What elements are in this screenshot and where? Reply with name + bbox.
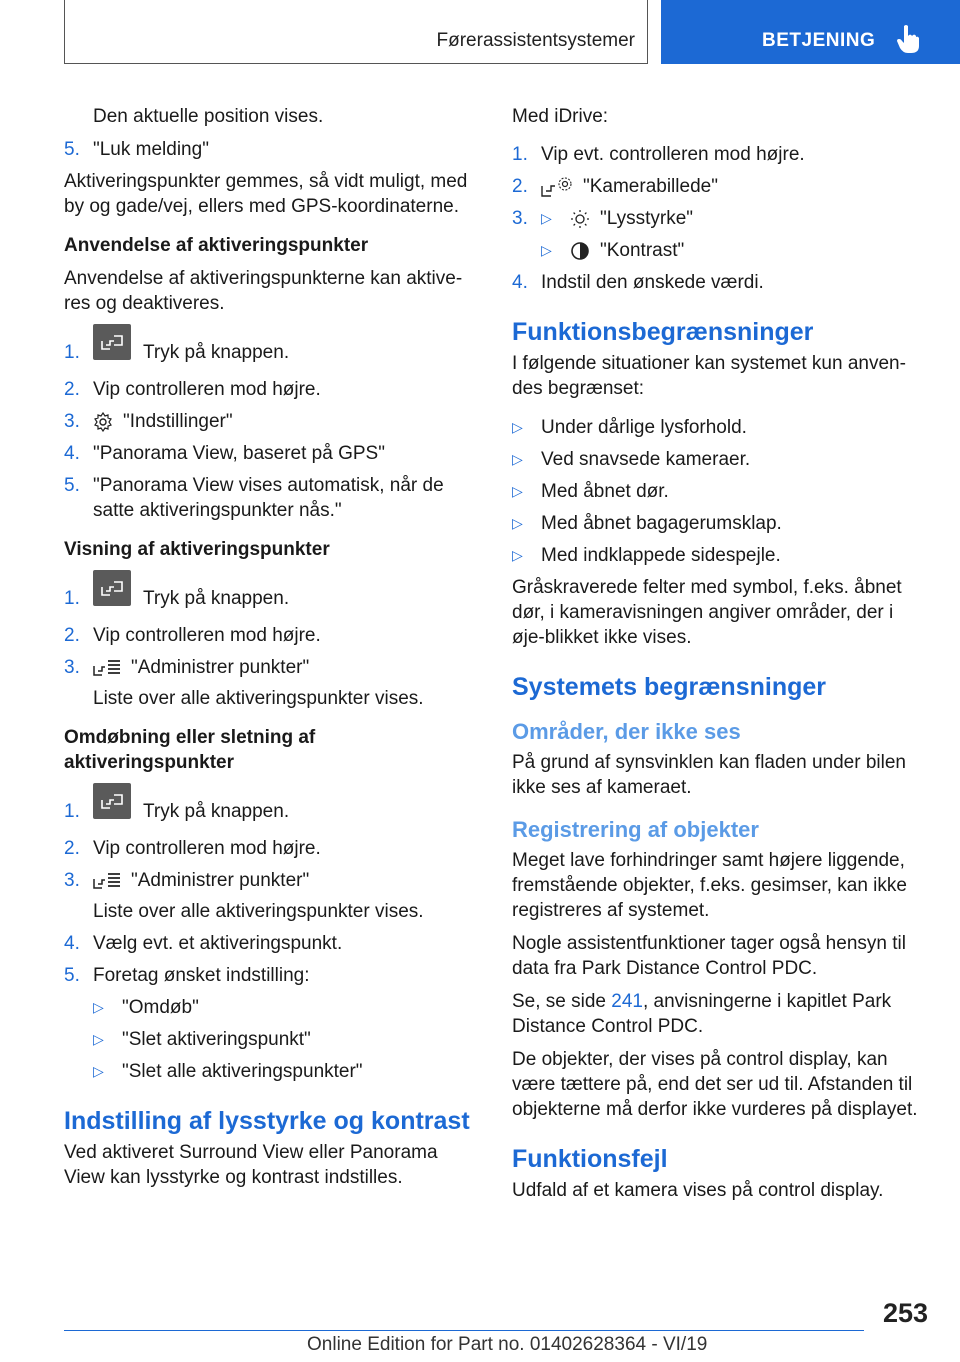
step-text: Vip controlleren mod højre. [93, 625, 321, 646]
step-text: "Kamerabillede" [583, 176, 718, 197]
bullet-text: Med åbnet dør. [541, 481, 669, 502]
triangle-right-icon: ▷ [541, 210, 552, 226]
step-number: 2. [64, 625, 80, 646]
camera-button-icon [93, 324, 131, 360]
step-number: 4. [64, 933, 80, 954]
step-number: 2. [64, 838, 80, 859]
see-prefix: Se, se side [512, 991, 612, 1012]
section-heading: Systemets begrænsninger [512, 673, 826, 701]
list-item [512, 174, 930, 199]
header-chapter-title: BETJENING [762, 30, 876, 51]
triangle-right-icon: ▷ [512, 515, 523, 531]
page-link[interactable]: 241 [611, 991, 643, 1012]
camera-button-icon [93, 783, 131, 819]
triangle-right-icon: ▷ [512, 419, 523, 435]
bullet-text: "Omdøb" [122, 997, 199, 1018]
step-continuation: satte aktiveringspunkter nås." [93, 500, 342, 521]
bullet-item [64, 995, 476, 1020]
list-item [64, 655, 476, 680]
sun-icon [570, 209, 590, 229]
paragraph: Med iDrive: [512, 106, 609, 127]
subheading: Omdøbning eller sletning af aktiveringspunkter [64, 727, 316, 773]
triangle-right-icon: ▷ [93, 1063, 104, 1079]
step-number: 5. [64, 475, 80, 496]
list-item [64, 409, 476, 434]
step-text: Vip controlleren mod højre. [93, 379, 321, 400]
step-text: "Panorama View, baseret på GPS" [93, 443, 385, 464]
subheading: Visning af aktiveringspunkter [64, 539, 330, 560]
section-heading: Indstilling af lysstyrke og kontrast [64, 1107, 470, 1135]
camera-list-icon [93, 871, 121, 891]
camera-list-icon [93, 658, 121, 678]
list-item [64, 377, 476, 402]
list-item [64, 137, 476, 162]
list-item [64, 868, 476, 893]
paragraph: Ved aktiveret Surround View eller Panorama View kan lysstyrke og kontrast indstilles. [64, 1142, 438, 1188]
left-column [64, 104, 476, 1198]
step-text: "Luk melding" [93, 139, 209, 160]
step-number: 3. [64, 657, 80, 678]
list-item [64, 441, 476, 466]
section-heading: Funktionsbegrænsninger [512, 318, 814, 346]
list-item [64, 623, 476, 648]
bullet-item [512, 447, 930, 472]
step-continuation: Liste over alle aktiveringspunkter vises. [93, 901, 424, 922]
step-number: 3. [64, 411, 80, 432]
camera-gear-icon [541, 176, 573, 198]
triangle-right-icon: ▷ [512, 451, 523, 467]
step-text: Indstil den ønskede værdi. [541, 272, 764, 293]
list-item [64, 836, 476, 861]
step-number: 1. [64, 800, 80, 822]
list-item [512, 270, 930, 295]
paragraph: Aktiveringspunkter gemmes, så vidt muligt, med by og gade/vej, ellers med GPS-koordinaterne. [64, 171, 468, 217]
step-text: Vælg evt. et aktiveringspunkt. [93, 933, 343, 954]
step-text: Tryk på knappen. [143, 341, 290, 363]
continued-line: Den aktuelle position vises. [93, 106, 324, 127]
list-item [64, 473, 476, 498]
step-text: "Lysstyrke" [600, 208, 694, 229]
paragraph: Gråskraverede felter med symbol, f.eks. åbnet dør, i kameravisningen angiver områder, der i øje-blikket ikke vises. [512, 577, 902, 648]
contrast-icon [570, 241, 590, 261]
paragraph: Udfald af et kamera vises på control display. [512, 1180, 884, 1201]
step-text: "Indstillinger" [123, 411, 233, 432]
header-chapter-box [661, 0, 960, 64]
bullet-text: "Slet aktiveringspunkt" [122, 1029, 311, 1050]
paragraph: De objekter, der vises på control display, kan være tættere på, end det ser ud til. Afstanden til objekterne må derfor ikke vurderes på displayet. [512, 1049, 918, 1120]
bullet-text: Under dårlige lysforhold. [541, 417, 747, 438]
step-text: "Panorama View vises automatisk, når de [93, 475, 444, 496]
footer-edition: Online Edition for Part no. 01402628364 - VI/19 [307, 1334, 708, 1355]
step-number: 3. [64, 870, 80, 891]
page-number: 253 [882, 1298, 928, 1328]
step-text: "Administrer punkter" [131, 657, 310, 678]
list-item [64, 793, 476, 829]
triangle-right-icon: ▷ [512, 483, 523, 499]
footer-divider [64, 1330, 864, 1331]
step-number: 2. [64, 379, 80, 400]
bullet-text: Ved snavsede kameraer. [541, 449, 751, 470]
section-heading: Funktionsfejl [512, 1145, 668, 1173]
camera-button-icon [93, 570, 131, 606]
triangle-right-icon: ▷ [93, 999, 104, 1015]
step-number: 4. [512, 272, 528, 293]
step-text: Foretag ønsket indstilling: [93, 965, 310, 986]
list-item [64, 334, 476, 370]
hand-pointer-icon [897, 24, 919, 54]
paragraph: I følgende situationer kan systemet kun anven-des begrænset: [512, 353, 906, 399]
see-suffix: , anvisningerne i kapitlet Park Distance Control PDC. [512, 991, 892, 1037]
step-text: Vip evt. controlleren mod højre. [541, 144, 805, 165]
step-number: 4. [64, 443, 80, 464]
subsection-heading: Områder, der ikke ses [512, 719, 741, 744]
list-item [64, 580, 476, 616]
step-number: 3. [512, 208, 528, 229]
list-item [64, 931, 476, 956]
right-column [512, 104, 930, 1211]
subheading: Anvendelse af aktiveringspunkter [64, 235, 369, 256]
bullet-item [64, 1059, 476, 1084]
paragraph: På grund af synsvinklen kan fladen under bilen ikke ses af kameraet. [512, 752, 906, 798]
paragraph: Nogle assistentfunktioner tager også hensyn til data fra Park Distance Control PDC. [512, 933, 906, 979]
step-number: 5. [64, 139, 80, 160]
paragraph: Meget lave forhindringer samt højere liggende, fremstående objekter, f.eks. gesimser, kan ikke registreres af systemet. [512, 850, 907, 921]
step-continuation: Liste over alle aktiveringspunkter vises. [93, 688, 424, 709]
gear-icon [93, 412, 113, 432]
step-text: Tryk på knappen. [143, 800, 290, 822]
header-section-title: Førerassistentsystemer [436, 30, 635, 51]
subsection-heading: Registrering af objekter [512, 817, 759, 842]
step-text: "Administrer punkter" [131, 870, 310, 891]
bullet-item [512, 511, 930, 536]
step-number: 1. [64, 587, 80, 609]
triangle-right-icon: ▷ [93, 1031, 104, 1047]
step-number: 2. [512, 176, 528, 197]
paragraph: Anvendelse af aktiveringspunkterne kan aktive-res og deaktiveres. [64, 268, 463, 314]
list-item [512, 142, 930, 167]
list-item [64, 963, 476, 988]
triangle-right-icon: ▷ [512, 547, 523, 563]
list-item [512, 238, 930, 263]
bullet-text: Med åbnet bagagerumsklap. [541, 513, 782, 534]
step-text: Tryk på knappen. [143, 587, 290, 609]
bullet-item [512, 415, 930, 440]
paragraph [512, 989, 930, 1039]
step-number: 1. [64, 341, 80, 363]
list-item [512, 206, 930, 231]
bullet-item [512, 479, 930, 504]
bullet-text: Med indklappede sidespejle. [541, 545, 781, 566]
header-section-box [64, 0, 648, 64]
bullet-item [64, 1027, 476, 1052]
bullet-text: "Slet alle aktiveringspunkter" [122, 1061, 363, 1082]
triangle-right-icon: ▷ [541, 242, 552, 258]
step-number: 5. [64, 965, 80, 986]
step-text: Vip controlleren mod højre. [93, 838, 321, 859]
step-text: "Kontrast" [600, 240, 685, 261]
bullet-item [512, 543, 930, 568]
step-number: 1. [512, 144, 528, 165]
